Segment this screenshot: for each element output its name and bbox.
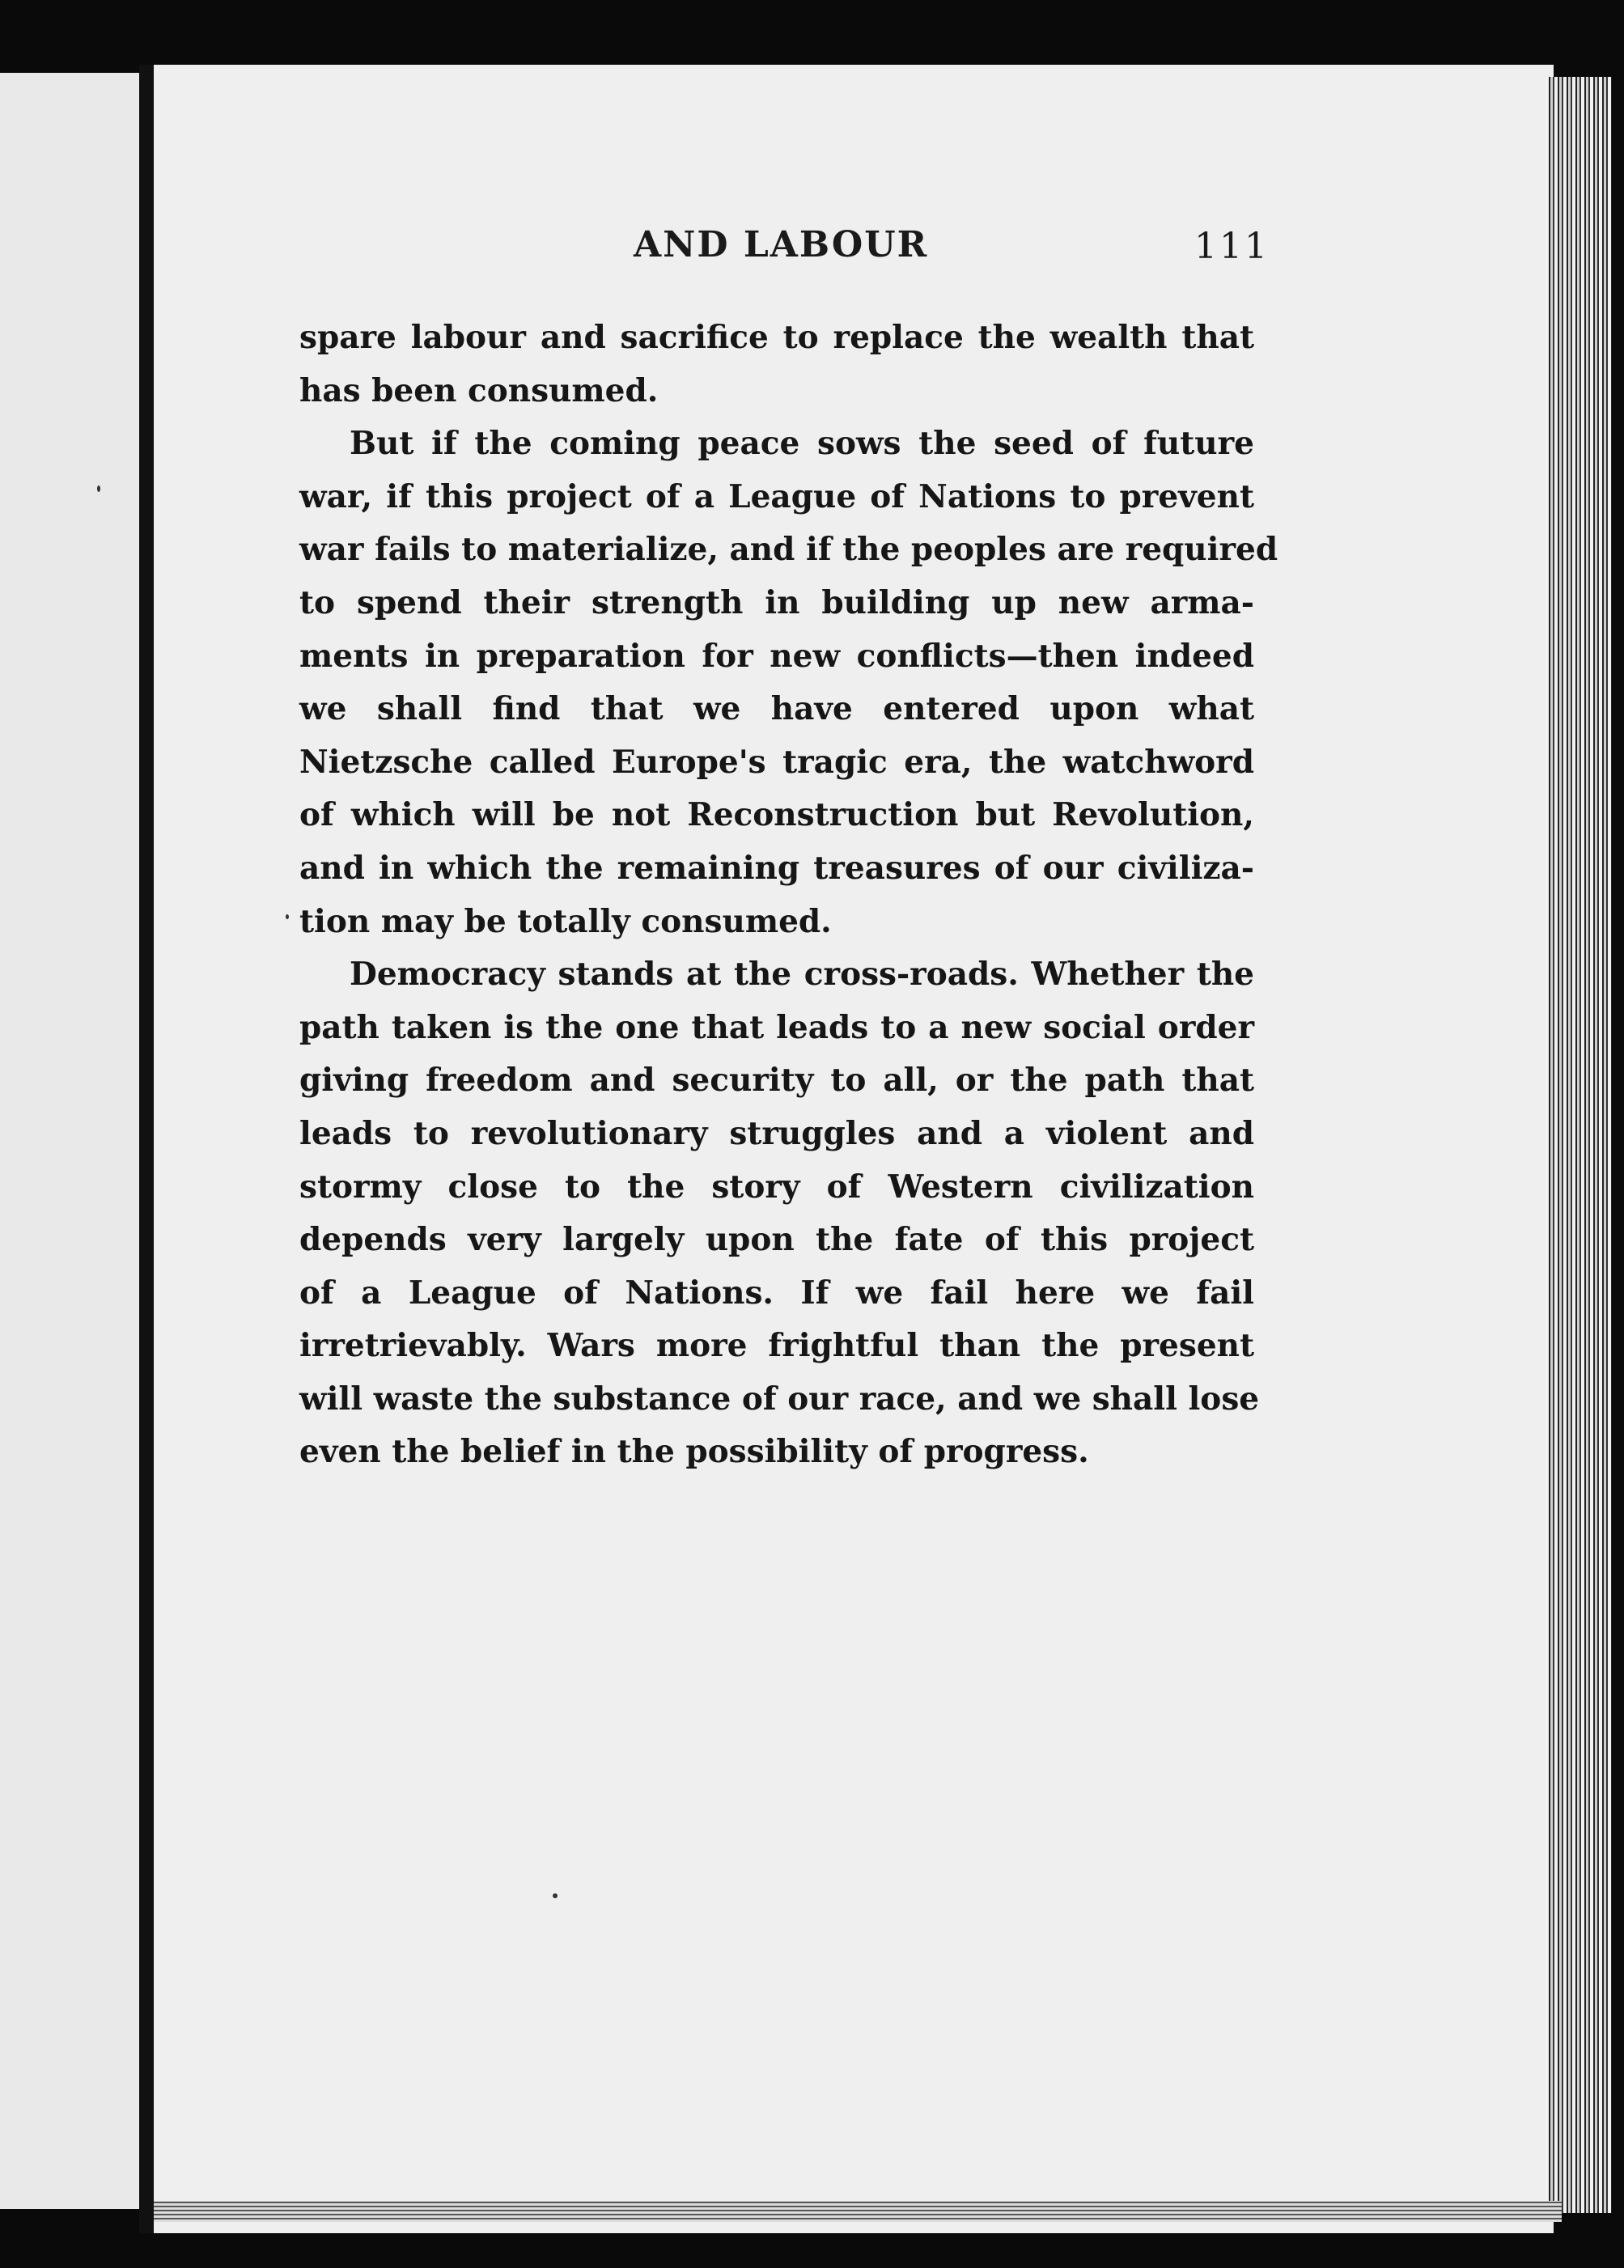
text-line: leads to revolutionary struggles and a violent and <box>299 1114 1254 1152</box>
page-edges-bottom <box>154 2201 1562 2222</box>
text-line: has been consumed. <box>299 371 659 409</box>
text-line: path taken is the one that leads to a new social order <box>299 1008 1254 1046</box>
text-line: of which will be not Reconstruction but Revolution, <box>299 796 1254 834</box>
text-line: war, if this project of a League of Nations to prevent <box>299 477 1254 515</box>
text-line: of a League of Nations. If we fail here we fail <box>299 1274 1254 1312</box>
text-line: Democracy stands at the cross-roads. Whether the <box>350 956 1254 994</box>
text-line: stormy close to the story of Western civilization <box>299 1168 1254 1206</box>
text-line: will waste the substance of our race, and we shall lose <box>299 1380 1260 1418</box>
scan-speck <box>553 1893 558 1898</box>
text-line: and in which the remaining treasures of our civiliza- <box>299 849 1254 887</box>
scan-speck <box>97 485 100 492</box>
text-line: tion may be totally consumed. <box>299 902 832 940</box>
scan-speck <box>286 914 289 919</box>
previous-page-edge <box>0 73 139 2209</box>
page-edges-right <box>1546 77 1612 2213</box>
book-gutter <box>139 65 154 2233</box>
text-line: to spend their strength in building up new arma- <box>299 583 1254 621</box>
page-number: 111 <box>1194 226 1270 267</box>
text-line: depends very largely upon the fate of this project <box>299 1221 1254 1259</box>
text-line: irretrievably. Wars more frightful than the present <box>299 1327 1254 1365</box>
text-line: war fails to materialize, and if the peoples are required <box>299 531 1278 569</box>
running-head: AND LABOUR <box>634 224 929 265</box>
text-line: giving freedom and security to all, or the path that <box>299 1062 1254 1100</box>
text-line: we shall find that we have entered upon what <box>299 690 1254 728</box>
text-line: Nietzsche called Europe's tragic era, the watchword <box>299 743 1254 781</box>
text-line: ments in preparation for new conflicts—then indeed <box>299 637 1254 675</box>
text-line: But if the coming peace sows the seed of future <box>350 425 1254 463</box>
body-text <box>299 312 1278 1479</box>
text-line: spare labour and sacrifice to replace the wealth that <box>299 319 1254 356</box>
text-line: even the belief in the possibility of progress. <box>299 1433 1089 1471</box>
